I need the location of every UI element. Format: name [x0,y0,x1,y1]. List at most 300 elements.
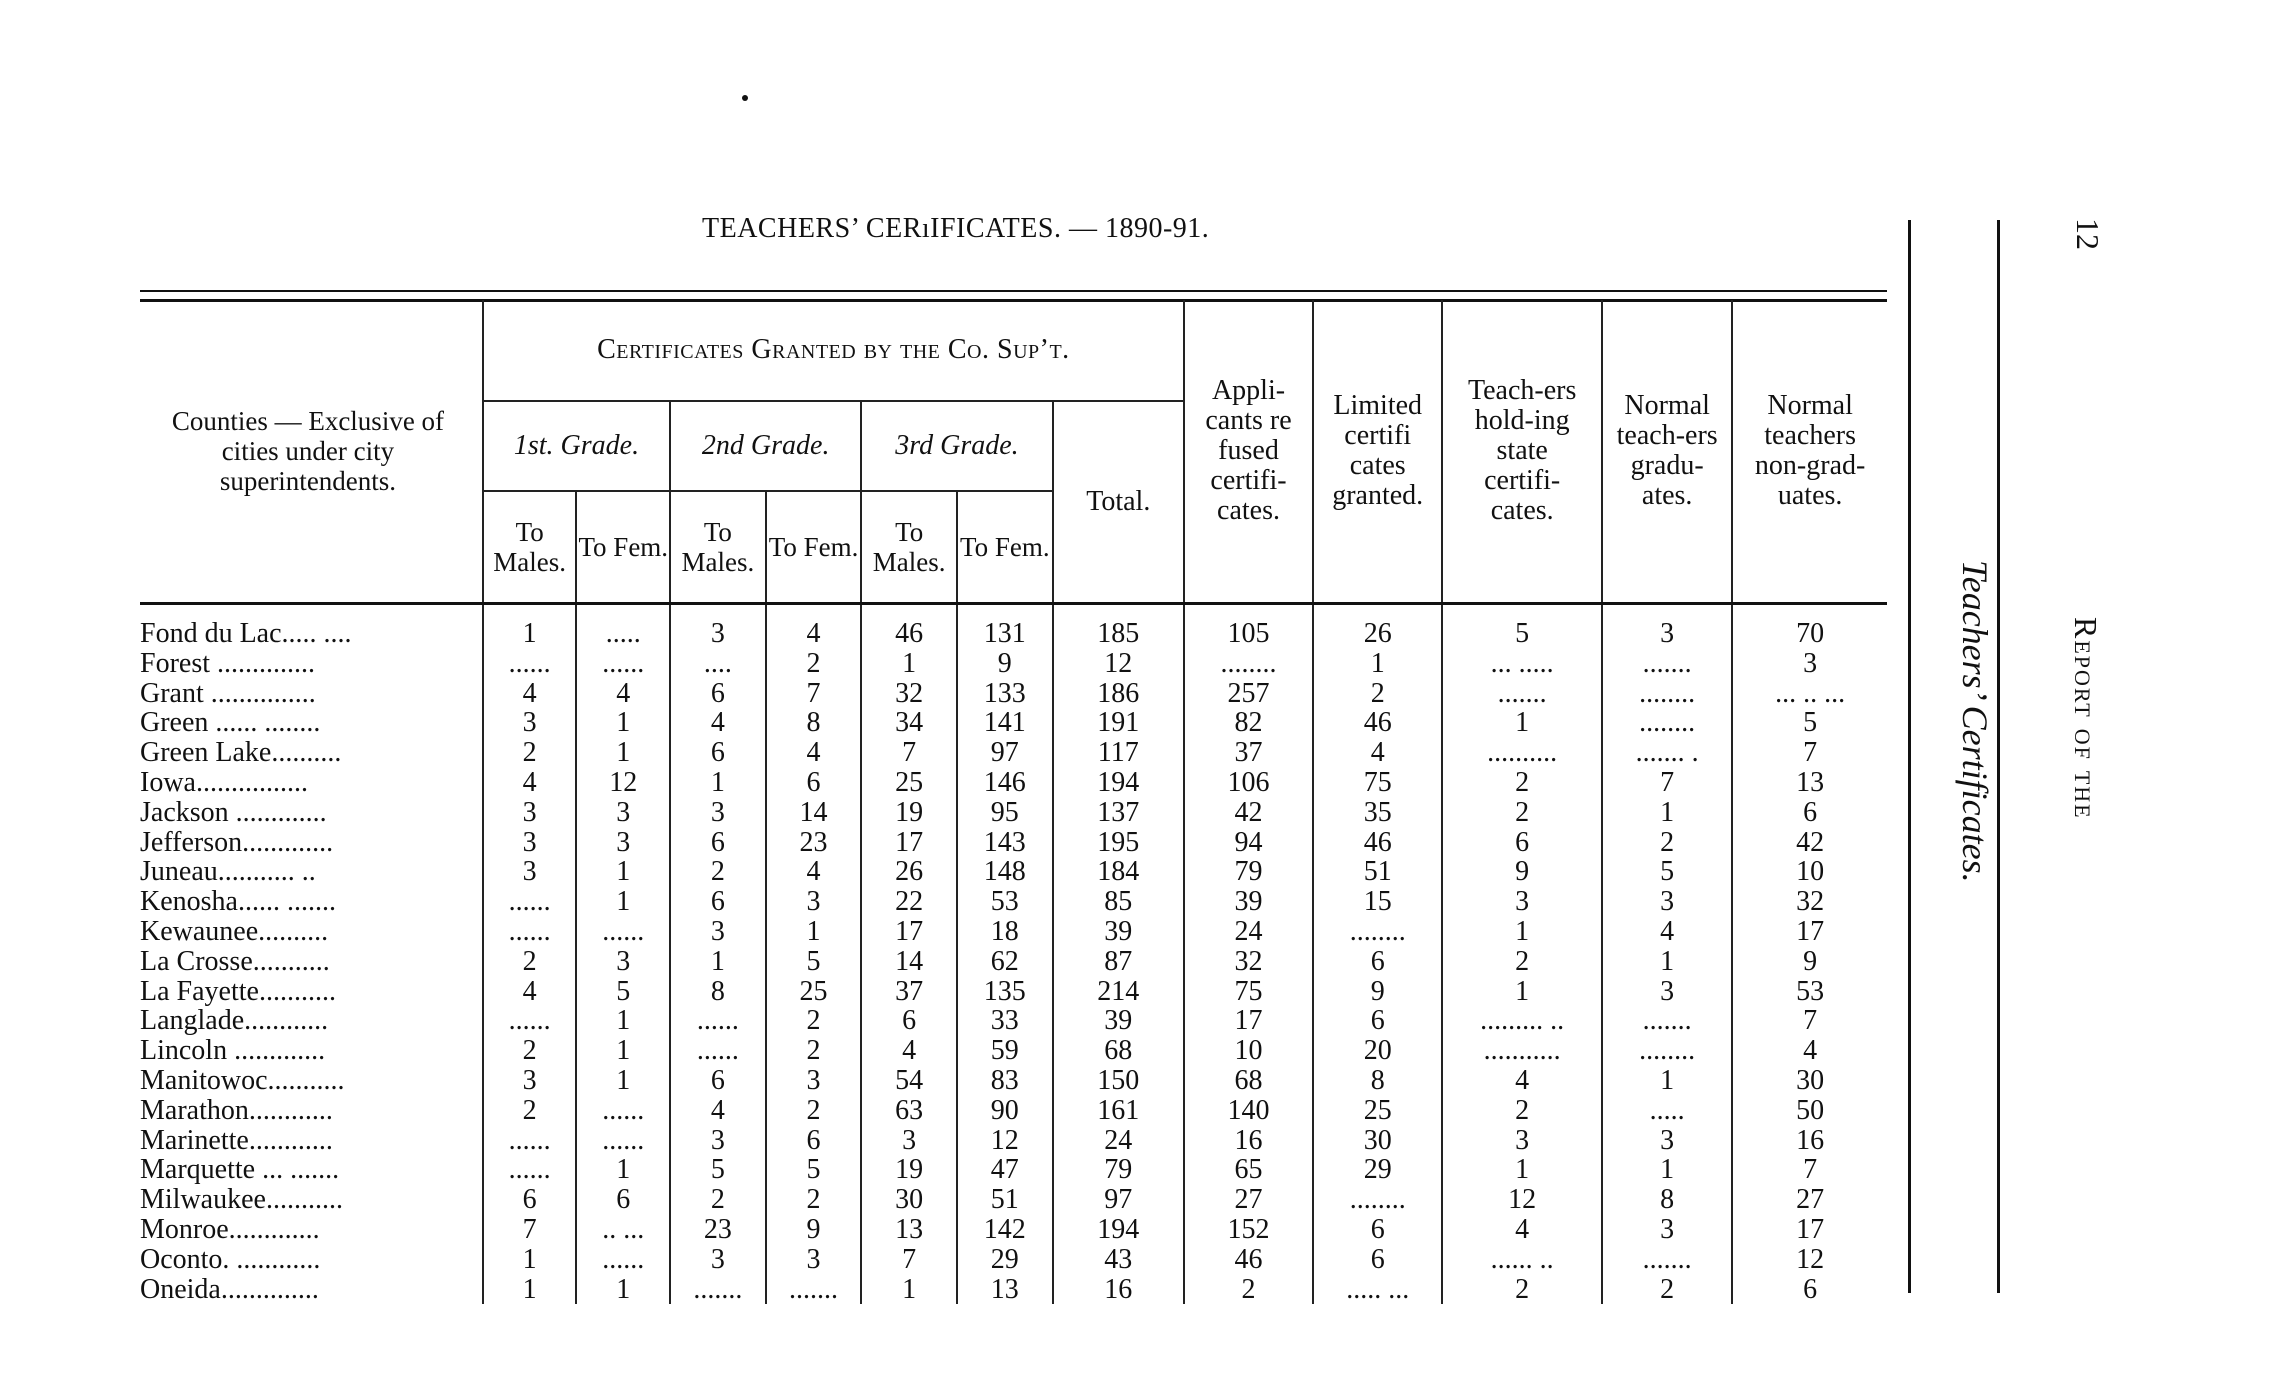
grade3-males-cell: 46 [861,604,957,649]
grade2-females-cell: ....... [766,1275,862,1305]
grade1-females-cell: ...... [576,1096,670,1126]
table-row [140,1006,1887,1036]
state-certificates-cell: 4 [1442,1066,1602,1096]
state-certificates-cell: 2 [1442,768,1602,798]
normal-nongraduates-cell: 3 [1732,649,1887,679]
grade1-males-cell: ...... [483,1155,577,1185]
grade3-females-cell: 9 [957,649,1053,679]
grade1-females-cell: 1 [576,857,670,887]
header-normal-nongraduates: Normal teachers non-grad-uates. [1732,300,1887,604]
limited-certificates-cell: 6 [1313,947,1442,977]
grade3-females-cell: 95 [957,798,1053,828]
normal-graduates-cell: 1 [1602,798,1732,828]
county-name-cell: La Fayette........... [140,975,336,1007]
normal-nongraduates-cell: 16 [1732,1126,1887,1156]
state-certificates-cell: 2 [1442,1096,1602,1126]
header-first-grade: 1st. Grade. [483,401,670,491]
normal-nongraduates-cell: 6 [1732,1275,1887,1305]
grade3-females-cell: 29 [957,1245,1053,1275]
table-row [140,798,1887,828]
grade1-males-cell: 3 [483,798,577,828]
normal-nongraduates-cell: 17 [1732,917,1887,947]
grade3-females-cell: 133 [957,679,1053,709]
normal-nongraduates-cell: 9 [1732,947,1887,977]
normal-nongraduates-cell: 5 [1732,708,1887,738]
county-name-cell: Langlade............ [140,1005,329,1037]
county-name-cell: Juneau........... .. [140,856,316,888]
page-number [2069,218,2106,250]
limited-certificates-cell: 9 [1313,977,1442,1007]
normal-nongraduates-cell: 4 [1732,1036,1887,1066]
grade2-males-cell: 3 [670,798,766,828]
grade1-males-cell: 3 [483,1066,577,1096]
grade1-females-cell: .. ... [576,1215,670,1245]
applicants-refused-cell: 42 [1184,798,1313,828]
table-row [140,1245,1887,1275]
normal-graduates-cell: ....... . [1602,738,1732,768]
grade3-males-cell: 22 [861,887,957,917]
normal-graduates-cell: ........ [1602,708,1732,738]
limited-certificates-cell: 6 [1313,1215,1442,1245]
header-second-grade: 2nd Grade. [670,401,861,491]
table-row [140,857,1887,887]
grade2-males-cell: 3 [670,1126,766,1156]
state-certificates-cell: ...... .. [1442,1245,1602,1275]
total-cell: 39 [1053,1006,1184,1036]
applicants-refused-cell: 17 [1184,1006,1313,1036]
header-grade3-females: To Fem. [957,491,1053,604]
county-name-cell: Forest .............. [140,647,315,679]
limited-certificates-cell: 1 [1313,649,1442,679]
normal-graduates-cell: 7 [1602,768,1732,798]
header-third-grade: 3rd Grade. [861,401,1052,491]
grade2-females-cell: 4 [766,738,862,768]
grade1-males-cell: ...... [483,1006,577,1036]
normal-nongraduates-cell: 6 [1732,798,1887,828]
grade2-females-cell: 3 [766,1066,862,1096]
header-applicants-refused: Appli-cants re fused certifi-cates. [1184,300,1313,604]
applicants-refused-cell: 24 [1184,917,1313,947]
normal-nongraduates-cell: 42 [1732,828,1887,858]
table-header [140,300,1887,604]
grade1-males-cell: 4 [483,977,577,1007]
limited-certificates-cell: 46 [1313,708,1442,738]
header-certificates-group: Certificates Granted by the Co. Sup’t. [483,300,1184,401]
grade1-females-cell: 3 [576,798,670,828]
grade3-males-cell: 30 [861,1185,957,1215]
grade2-males-cell: 6 [670,1066,766,1096]
grade2-females-cell: 9 [766,1215,862,1245]
grade2-males-cell: 1 [670,947,766,977]
grade1-females-cell: 1 [576,1066,670,1096]
grade2-males-cell: 6 [670,679,766,709]
normal-graduates-cell: 2 [1602,1275,1732,1305]
total-cell: 24 [1053,1126,1184,1156]
limited-certificates-cell: 46 [1313,828,1442,858]
grade1-males-cell: 4 [483,768,577,798]
normal-graduates-cell: 3 [1602,977,1732,1007]
normal-graduates-cell: 3 [1602,604,1732,649]
grade1-females-cell: 1 [576,887,670,917]
grade3-females-cell: 13 [957,1275,1053,1305]
normal-graduates-cell: ....... [1602,1245,1732,1275]
applicants-refused-cell: 27 [1184,1185,1313,1215]
grade3-females-cell: 97 [957,738,1053,768]
normal-nongraduates-cell: 50 [1732,1096,1887,1126]
normal-graduates-cell: ....... [1602,649,1732,679]
applicants-refused-cell: 46 [1184,1245,1313,1275]
county-name-cell: Iowa................ [140,766,308,798]
table-row [140,828,1887,858]
grade2-females-cell: 2 [766,649,862,679]
limited-certificates-cell: 6 [1313,1006,1442,1036]
normal-nongraduates-cell: 32 [1732,887,1887,917]
limited-certificates-cell: ..... ... [1313,1275,1442,1305]
table-row [140,1096,1887,1126]
applicants-refused-cell: 75 [1184,977,1313,1007]
limited-certificates-cell: ........ [1313,917,1442,947]
state-certificates-cell: 2 [1442,947,1602,977]
grade3-males-cell: 19 [861,1155,957,1185]
total-cell: 191 [1053,708,1184,738]
state-certificates-cell: 1 [1442,977,1602,1007]
county-name-cell: Manitowoc........... [140,1064,345,1096]
grade1-females-cell: 1 [576,1275,670,1305]
applicants-refused-cell: 68 [1184,1066,1313,1096]
limited-certificates-cell: 75 [1313,768,1442,798]
normal-graduates-cell: 3 [1602,1126,1732,1156]
normal-nongraduates-cell: 13 [1732,768,1887,798]
state-certificates-cell: ......... .. [1442,1006,1602,1036]
grade2-females-cell: 6 [766,768,862,798]
normal-graduates-cell: 1 [1602,1066,1732,1096]
grade3-females-cell: 51 [957,1185,1053,1215]
applicants-refused-cell: 105 [1184,604,1313,649]
grade1-females-cell: 3 [576,947,670,977]
header-limited-certificates: Limited certifi cates granted. [1313,300,1442,604]
table-row [140,679,1887,709]
county-name-cell: Jackson ............. [140,796,327,828]
grade2-females-cell: 7 [766,679,862,709]
header-rule-top [140,290,1887,292]
applicants-refused-cell: ........ [1184,649,1313,679]
header-grade1-males: To Males. [483,491,577,604]
certificates-table [140,300,1887,1304]
total-cell: 16 [1053,1275,1184,1305]
state-certificates-cell: .......... [1442,738,1602,768]
applicants-refused-cell: 37 [1184,738,1313,768]
page-title: TEACHERS’ CERıIFICATES. — 1890-91. [702,213,1210,244]
grade3-males-cell: 34 [861,708,957,738]
grade3-males-cell: 37 [861,977,957,1007]
total-cell: 117 [1053,738,1184,768]
total-cell: 85 [1053,887,1184,917]
table-row [140,708,1887,738]
grade2-males-cell: ....... [670,1275,766,1305]
applicants-refused-cell: 106 [1184,768,1313,798]
table-row [140,1066,1887,1096]
total-cell: 137 [1053,798,1184,828]
county-name-cell: Green Lake.......... [140,737,342,769]
grade2-females-cell: 3 [766,887,862,917]
grade2-males-cell: .... [670,649,766,679]
limited-certificates-cell: 25 [1313,1096,1442,1126]
normal-graduates-cell: 2 [1602,828,1732,858]
grade3-females-cell: 135 [957,977,1053,1007]
county-name-cell: Oneida.............. [140,1273,319,1305]
grade3-females-cell: 142 [957,1215,1053,1245]
limited-certificates-cell: 29 [1313,1155,1442,1185]
normal-nongraduates-cell: 70 [1732,604,1887,649]
state-certificates-cell: 12 [1442,1185,1602,1215]
county-name-cell: Fond du Lac..... .... [140,618,352,649]
header-grade1-females: To Fem. [576,491,670,604]
table-row [140,1126,1887,1156]
grade2-females-cell: 5 [766,947,862,977]
county-name-cell: Lincoln ............. [140,1035,326,1067]
grade3-males-cell: 4 [861,1036,957,1066]
grade1-males-cell: 4 [483,679,577,709]
grade1-males-cell: 2 [483,1036,577,1066]
county-name-cell: Monroe............. [140,1213,320,1245]
running-head [2067,617,2104,820]
limited-certificates-cell: 20 [1313,1036,1442,1066]
grade3-males-cell: 13 [861,1215,957,1245]
normal-nongraduates-cell: 7 [1732,1155,1887,1185]
grade3-males-cell: 63 [861,1096,957,1126]
state-certificates-cell: 2 [1442,1275,1602,1305]
grade1-females-cell: ...... [576,1126,670,1156]
total-cell: 79 [1053,1155,1184,1185]
grade3-females-cell: 12 [957,1126,1053,1156]
grade3-males-cell: 19 [861,798,957,828]
normal-nongraduates-cell: 53 [1732,977,1887,1007]
state-certificates-cell: ....... [1442,679,1602,709]
limited-certificates-cell: ........ [1313,1185,1442,1215]
grade1-females-cell: 5 [576,977,670,1007]
normal-nongraduates-cell: 7 [1732,1006,1887,1036]
grade1-females-cell: 4 [576,679,670,709]
normal-graduates-cell: 3 [1602,1215,1732,1245]
grade2-females-cell: 4 [766,604,862,649]
grade3-females-cell: 18 [957,917,1053,947]
page-number-text: 12 [2070,218,2106,250]
county-name-cell: La Crosse........... [140,945,330,977]
normal-graduates-cell: 5 [1602,857,1732,887]
grade2-females-cell: 1 [766,917,862,947]
limited-certificates-cell: 2 [1313,679,1442,709]
county-name-cell: Kewaunee.......... [140,915,329,947]
table-row [140,1215,1887,1245]
grade1-males-cell: 3 [483,828,577,858]
grade2-males-cell: 2 [670,857,766,887]
table-row [140,1185,1887,1215]
total-cell: 161 [1053,1096,1184,1126]
total-cell: 39 [1053,917,1184,947]
grade1-males-cell: 6 [483,1185,577,1215]
county-name-cell: Green ...... ........ [140,707,321,739]
normal-nongraduates-cell: 7 [1732,738,1887,768]
grade2-females-cell: 8 [766,708,862,738]
county-name-cell: Oconto. ............ [140,1243,321,1275]
county-name-cell: Marquette ... ....... [140,1154,340,1186]
limited-certificates-cell: 4 [1313,738,1442,768]
state-certificates-cell: 2 [1442,798,1602,828]
normal-nongraduates-cell: ... .. ... [1732,679,1887,709]
grade3-females-cell: 47 [957,1155,1053,1185]
state-certificates-cell: ... ..... [1442,649,1602,679]
grade3-females-cell: 53 [957,887,1053,917]
grade3-males-cell: 1 [861,649,957,679]
state-certificates-cell: ........... [1442,1036,1602,1066]
header-grade2-males: To Males. [670,491,766,604]
grade1-females-cell: 6 [576,1185,670,1215]
limited-certificates-cell: 6 [1313,1245,1442,1275]
total-cell: 43 [1053,1245,1184,1275]
grade2-males-cell: ...... [670,1036,766,1066]
grade3-males-cell: 17 [861,828,957,858]
state-certificates-cell: 9 [1442,857,1602,887]
grade1-females-cell: ..... [576,604,670,649]
state-certificates-cell: 4 [1442,1215,1602,1245]
grade3-males-cell: 3 [861,1126,957,1156]
grade2-males-cell: 3 [670,604,766,649]
table-row [140,887,1887,917]
section-title-text: Teachers’ Certificates. [1955,560,1995,883]
limited-certificates-cell: 51 [1313,857,1442,887]
applicants-refused-cell: 2 [1184,1275,1313,1305]
grade2-females-cell: 6 [766,1126,862,1156]
grade2-females-cell: 2 [766,1185,862,1215]
grade2-females-cell: 25 [766,977,862,1007]
grade3-males-cell: 7 [861,1245,957,1275]
total-cell: 184 [1053,857,1184,887]
grade2-males-cell: 5 [670,1155,766,1185]
grade2-females-cell: 2 [766,1096,862,1126]
grade2-males-cell: 3 [670,1245,766,1275]
grade1-males-cell: 1 [483,1245,577,1275]
normal-graduates-cell: 3 [1602,887,1732,917]
grade1-males-cell: 1 [483,1275,577,1305]
grade1-males-cell: ...... [483,887,577,917]
applicants-refused-cell: 94 [1184,828,1313,858]
grade1-females-cell: ...... [576,649,670,679]
grade2-males-cell: 8 [670,977,766,1007]
header-counties: Counties — Exclusive of cities under city superintendents. [140,300,483,604]
grade1-females-cell: ...... [576,917,670,947]
county-name-cell: Marathon............ [140,1094,333,1126]
applicants-refused-cell: 152 [1184,1215,1313,1245]
table-row [140,768,1887,798]
grade3-males-cell: 25 [861,768,957,798]
county-name-cell: Grant ............... [140,677,316,709]
state-certificates-cell: 3 [1442,887,1602,917]
grade3-males-cell: 26 [861,857,957,887]
applicants-refused-cell: 39 [1184,887,1313,917]
table-row [140,604,1887,649]
grade1-females-cell: 1 [576,1036,670,1066]
applicants-refused-cell: 140 [1184,1096,1313,1126]
normal-nongraduates-cell: 27 [1732,1185,1887,1215]
header-grade2-females: To Fem. [766,491,862,604]
grade1-males-cell: 3 [483,857,577,887]
table-row [140,1275,1887,1305]
total-cell: 68 [1053,1036,1184,1066]
header-normal-graduates: Normal teach-ers gradu-ates. [1602,300,1732,604]
limited-certificates-cell: 8 [1313,1066,1442,1096]
grade1-males-cell: 1 [483,604,577,649]
county-name-cell: Jefferson............. [140,826,334,858]
total-cell: 194 [1053,1215,1184,1245]
header-grade3-males: To Males. [861,491,957,604]
grade3-males-cell: 14 [861,947,957,977]
grade1-males-cell: 2 [483,947,577,977]
limited-certificates-cell: 35 [1313,798,1442,828]
county-name-cell: Kenosha...... ....... [140,886,336,918]
normal-nongraduates-cell: 12 [1732,1245,1887,1275]
applicants-refused-cell: 79 [1184,857,1313,887]
grade2-females-cell: 2 [766,1036,862,1066]
state-certificates-cell: 1 [1442,917,1602,947]
grade2-females-cell: 4 [766,857,862,887]
grade3-females-cell: 131 [957,604,1053,649]
applicants-refused-cell: 16 [1184,1126,1313,1156]
total-cell: 186 [1053,679,1184,709]
grade2-males-cell: 6 [670,828,766,858]
grade2-males-cell: 23 [670,1215,766,1245]
grade1-females-cell: 1 [576,1006,670,1036]
applicants-refused-cell: 82 [1184,708,1313,738]
grade3-females-cell: 90 [957,1096,1053,1126]
margin-rule-right [1997,220,2000,1293]
header-state-certificates: Teach-ers hold-ing state certifi-cates. [1442,300,1602,604]
state-certificates-cell: 1 [1442,1155,1602,1185]
total-cell: 12 [1053,649,1184,679]
grade3-females-cell: 143 [957,828,1053,858]
grade1-females-cell: ...... [576,1245,670,1275]
table-row [140,738,1887,768]
grade2-females-cell: 2 [766,1006,862,1036]
county-name-cell: Marinette............ [140,1124,333,1156]
limited-certificates-cell: 30 [1313,1126,1442,1156]
table-row [140,917,1887,947]
table-row [140,1036,1887,1066]
grade3-females-cell: 33 [957,1006,1053,1036]
table-row [140,649,1887,679]
state-certificates-cell: 5 [1442,604,1602,649]
total-cell: 214 [1053,977,1184,1007]
grade2-males-cell: 4 [670,708,766,738]
grade2-males-cell: 6 [670,738,766,768]
applicants-refused-cell: 65 [1184,1155,1313,1185]
header-total: Total. [1053,401,1184,604]
total-cell: 185 [1053,604,1184,649]
limited-certificates-cell: 15 [1313,887,1442,917]
total-cell: 97 [1053,1185,1184,1215]
grade3-females-cell: 141 [957,708,1053,738]
grade3-males-cell: 1 [861,1275,957,1305]
table-row [140,1155,1887,1185]
state-certificates-cell: 6 [1442,828,1602,858]
applicants-refused-cell: 32 [1184,947,1313,977]
grade2-males-cell: 6 [670,887,766,917]
grade3-males-cell: 17 [861,917,957,947]
grade3-females-cell: 83 [957,1066,1053,1096]
grade3-females-cell: 146 [957,768,1053,798]
normal-graduates-cell: 4 [1602,917,1732,947]
grade3-females-cell: 62 [957,947,1053,977]
grade1-males-cell: 3 [483,708,577,738]
